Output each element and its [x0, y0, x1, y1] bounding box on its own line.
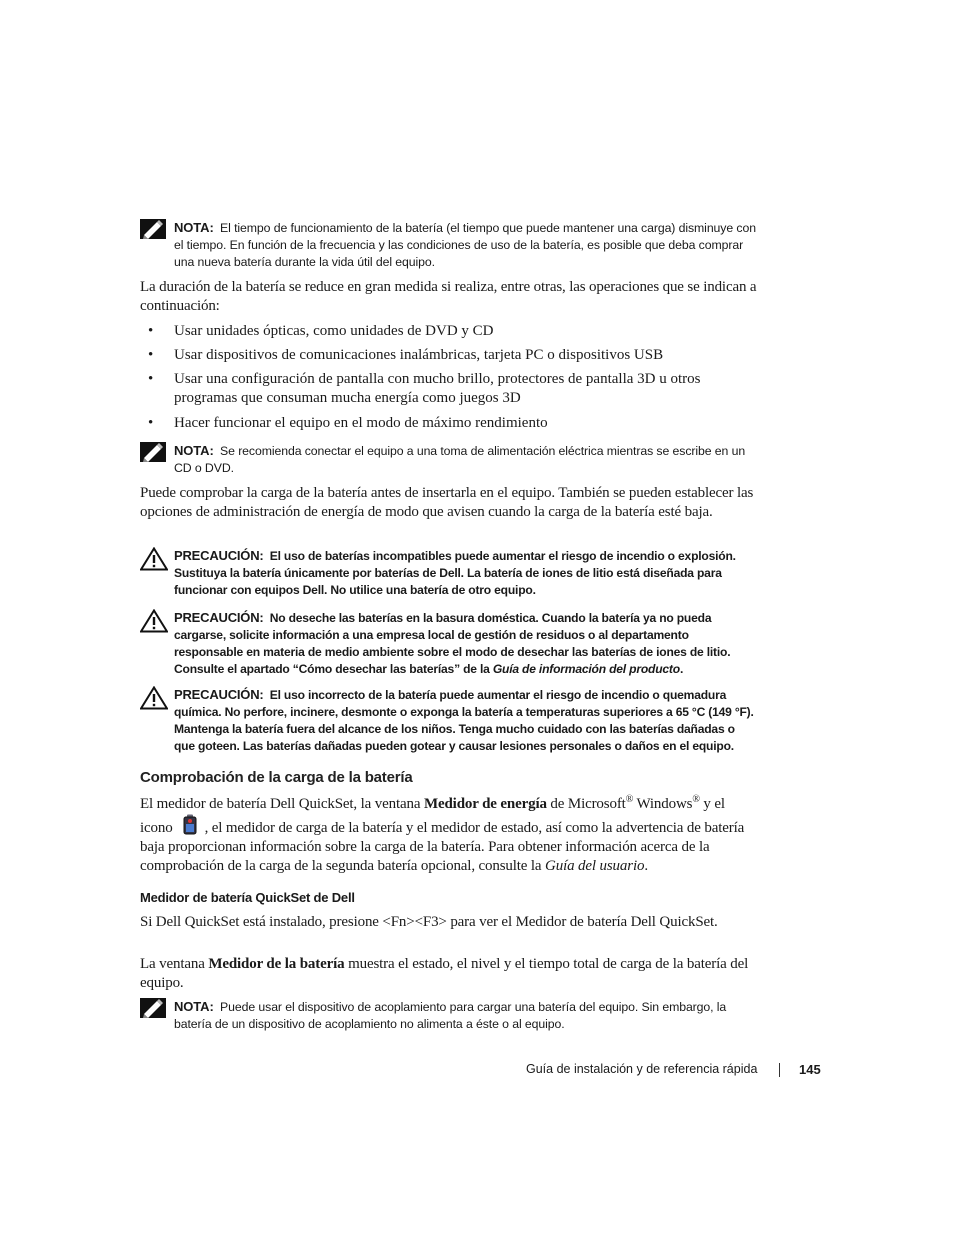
note-body: El tiempo de funcionamiento de la batería (el tiempo que puede mantener una carga) disminuye con el tiempo. En función de la frecuencia y las condiciones de uso de la batería, es posible que deba comprar una nueva batería durante la vida útil del equipo.	[174, 221, 756, 269]
registered-mark: ®	[692, 794, 700, 805]
caution-body: No deseche las baterías en la basura doméstica. Cuando la batería ya no pueda cargarse, solicite información a una empresa local de gestión de residuos o al departamento responsable en materia de medio ambiente sobre el modo de desechar las baterías de iones de litio. Consulte el apartado “Cómo desechar las baterías” de la	[174, 611, 731, 676]
caution-text	[174, 609, 758, 678]
warning-triangle-icon	[140, 686, 168, 710]
text-run: , el medidor de carga de la batería y el medidor de estado, así como la advertencia de batería baja proporcionan información sobre la carga de la batería. Para obtener información acerca de la comprobación de la carga de la segunda batería opcional, consulte la	[140, 820, 745, 874]
paragraph: Si Dell QuickSet está instalado, presione <Fn><F3> para ver el Medidor de batería Dell QuickSet.	[140, 914, 718, 930]
section-heading: Comprobación de la carga de la batería	[140, 769, 413, 786]
list-item: • Usar una configuración de pantalla con mucho brillo, protectores de pantalla 3D u otros programas que consuman mucha energía como juegos 3D	[140, 370, 760, 408]
text-run: .	[644, 858, 648, 874]
note-text	[174, 219, 758, 271]
note-pencil-icon	[140, 219, 166, 239]
footer-title: Guía de instalación y de referencia rápida	[526, 1062, 758, 1076]
caution-text	[174, 686, 758, 755]
note-block	[140, 442, 758, 477]
text-run: La ventana	[140, 956, 205, 972]
warning-triangle-icon	[140, 547, 168, 571]
list-item: • Hacer funcionar el equipo en el modo de máximo rendimiento	[140, 414, 760, 433]
warning-triangle-icon	[140, 609, 168, 633]
caution-label: PRECAUCIÓN:	[174, 687, 264, 702]
window-name: Medidor de energía	[423, 796, 547, 812]
note-label: NOTA:	[174, 443, 214, 458]
note-label: NOTA:	[174, 220, 214, 235]
note-body: Puede usar el dispositivo de acoplamiento para cargar una batería del equipo. Sin embargo, la batería de un dispositivo de acoplamiento no alimenta a éste o al equipo.	[174, 1000, 727, 1031]
guide-reference: Guía de información del producto	[492, 662, 680, 676]
subsection-heading: Medidor de batería QuickSet de Dell	[140, 890, 355, 905]
caution-block	[140, 686, 758, 755]
page-number: 145	[799, 1062, 821, 1077]
note-block	[140, 219, 758, 271]
list-item-text: Hacer funcionar el equipo en el modo de máximo rendimiento	[174, 415, 548, 431]
window-name: Medidor de la batería	[208, 956, 345, 972]
note-text	[174, 442, 758, 477]
note-label: NOTA:	[174, 999, 214, 1014]
text-run: de Microsoft	[550, 796, 626, 812]
caution-label: PRECAUCIÓN:	[174, 548, 264, 563]
list-item: • Usar dispositivos de comunicaciones inalámbricas, tarjeta PC o dispositivos USB	[140, 346, 760, 365]
caution-block	[140, 609, 758, 678]
list-item: • Usar unidades ópticas, como unidades de DVD y CD	[140, 322, 760, 341]
battery-icon	[181, 814, 201, 836]
caution-body: El uso incorrecto de la batería puede aumentar el riesgo de incendio o quemadura química. No perfore, incinere, desmonte o exponga la batería a temperaturas superiores a 65 °C (149 °F). Mantenga la batería fuera del alcance de los niños. Tenga mucho cuidado con las baterías dañadas o que goteen. Las baterías dañadas pueden gotear y causar lesiones personales o daños en el equipo.	[174, 688, 754, 753]
list-item-text: Usar dispositivos de comunicaciones inalámbricas, tarjeta PC o dispositivos USB	[174, 347, 664, 363]
guide-reference: Guía del usuario	[545, 858, 645, 874]
list-item-text: Usar una configuración de pantalla con mucho brillo, protectores de pantalla 3D u otros programas que consuman mucha energía como juegos 3D	[174, 371, 701, 406]
caution-label: PRECAUCIÓN:	[174, 610, 264, 625]
note-pencil-icon	[140, 442, 166, 462]
note-pencil-icon	[140, 998, 166, 1018]
caution-text	[174, 547, 758, 599]
paragraph: Puede comprobar la carga de la batería antes de insertarla en el equipo. También se pueden establecer las opciones de administración de energía de modo que avisen cuando la carga de la batería esté baja.	[140, 485, 754, 520]
list-item-text: Usar unidades ópticas, como unidades de DVD y CD	[174, 323, 494, 339]
text-run: muestra el estado, el nivel y el tiempo total de carga de la batería del equipo.	[140, 956, 749, 991]
registered-mark: ®	[625, 794, 634, 805]
note-block	[140, 998, 758, 1033]
paragraph: La duración de la batería se reduce en gran medida si realiza, entre otras, las operaciones que se indican a continuación:	[140, 279, 757, 314]
paragraph	[140, 955, 760, 993]
caution-body: El uso de baterías incompatibles puede aumentar el riesgo de incendio o explosión. Sustituya la batería únicamente por baterías de Dell. La batería de iones de litio está diseñada para funcionar con equipos Dell. No utilice una batería de otro equipo.	[174, 549, 736, 597]
text-run: y el icono	[140, 796, 725, 836]
note-body: Se recomienda conectar el equipo a una toma de alimentación eléctrica mientras se escribe en un CD o DVD.	[174, 444, 746, 475]
footer-divider	[779, 1063, 780, 1077]
caution-period: .	[679, 662, 684, 676]
text-run: El medidor de batería Dell QuickSet, la ventana	[140, 796, 421, 812]
caution-block	[140, 547, 758, 599]
text-run: Windows	[636, 796, 693, 812]
note-text	[174, 998, 758, 1033]
paragraph	[140, 795, 760, 876]
